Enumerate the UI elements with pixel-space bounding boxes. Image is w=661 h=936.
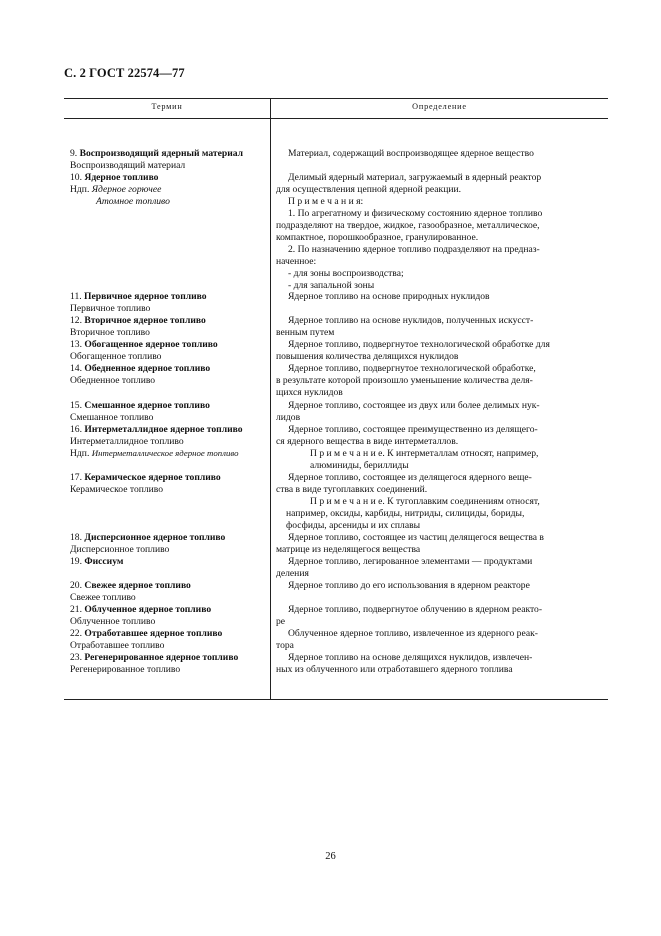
definition-line: венным путем (276, 327, 335, 338)
note-heading: П р и м е ч а н и я: (288, 196, 364, 207)
definition-line: лидов (276, 412, 301, 423)
term-line: Воспроизводящий материал (70, 160, 186, 171)
definition-line: ства в виде тугоплавких соединений. (276, 484, 428, 495)
term-line: 9. Воспроизводящий ядерный материал (70, 148, 244, 159)
definition-line: ных из облученного или отработавшего ядерного топлива (276, 664, 513, 675)
term-line: 20. Свежее ядерное топливо (70, 580, 191, 591)
note-line: П р и м е ч а н и е. К тугоплавким соединениям относят, (310, 496, 540, 507)
column-divider (270, 119, 271, 699)
definition-line: Ядерное топливо на основе делящихся нуклидов, извлечен- (288, 652, 533, 663)
definition-line: Ядерное топливо на основе природных нуклидов (288, 291, 490, 302)
definition-line: ся ядерного вещества в виде интерметаллов. (276, 436, 459, 447)
definition-line: Делимый ядерный материал, загружаемый в ядерный реактор (288, 172, 542, 183)
definition-line: Ядерное топливо, состоящее из двух или более делимых нук- (288, 400, 540, 411)
definition-line: Материал, содержащий воспроизводящее ядерное вещество (288, 148, 534, 159)
term-line: 17. Керамическое ядерное топливо (70, 472, 221, 483)
table-body (64, 119, 608, 700)
term-line: 16. Интерметаллидное ядерное топливо (70, 424, 243, 435)
definition-line: Ядерное топливо, состоящее из частиц делящегося вещества в (288, 532, 544, 543)
definition-line: подразделяют на твердое, жидкое, газообразное, металлическое, (276, 220, 540, 231)
definition-line: Ядерное топливо, состоящее преимущественно из делящего- (288, 424, 538, 435)
term-line: Ндп. Ядерное горючее (70, 184, 162, 195)
definition-line: Ядерное топливо, легированное элементами — продуктами (288, 556, 533, 567)
definition-line: повышения количества делящихся нуклидов (276, 351, 459, 362)
term-line: Отработавшее топливо (70, 640, 165, 651)
term-line: Атомное топливо (96, 196, 170, 207)
definition-line: для осуществления цепной ядерной реакции. (276, 184, 462, 195)
term-line: 10. Ядерное топливо (70, 172, 159, 183)
term-line: Обедненное топливо (70, 375, 156, 386)
definition-line: в результате которой произошло уменьшение количества деля- (276, 375, 533, 386)
term-line: Регенерированное топливо (70, 664, 181, 675)
note-line: например, оксиды, карбиды, нитриды, силициды, бориды, (286, 508, 525, 519)
definition-line: - для зоны воспроизводства; (288, 268, 404, 279)
definition-line: Облученное ядерное топливо, извлеченное из ядерного реак- (288, 628, 538, 639)
note-line: П р и м е ч а н и е. К интерметаллам относят, например, (310, 448, 539, 459)
term-line: Интерметаллидное топливо (70, 436, 184, 447)
definition-line: 1. По агрегатному и физическому состоянию ядерное топливо (288, 208, 543, 219)
term-line: Первичное топливо (70, 303, 151, 314)
term-line: Дисперсионное топливо (70, 544, 170, 555)
definition-line: деления (276, 568, 309, 579)
term-line: 19. Фиссиум (70, 556, 124, 567)
term-line: Облученное топливо (70, 616, 156, 627)
definition-line: - для запальной зоны (288, 280, 375, 291)
term-line: 11. Первичное ядерное топливо (70, 291, 207, 302)
terms-table (64, 98, 608, 700)
term-line: Керамическое топливо (70, 484, 164, 495)
term-line: 13. Обогащенное ядерное топливо (70, 339, 218, 350)
column-header-term: Термин (151, 102, 183, 111)
definition-line: Ядерное топливо, подвергнутое технологической обработке, (288, 363, 536, 374)
term-line: 12. Вторичное ядерное топливо (70, 315, 206, 326)
column-header-definition: Определение (412, 102, 467, 111)
term-line: 21. Облученное ядерное топливо (70, 604, 212, 615)
term-line: Свежее топливо (70, 592, 136, 603)
term-line: Ндп. Интерметаллическое ядерное топливо (70, 448, 239, 459)
definition-line: Ядерное топливо, подвергнутое облучению в ядерном реакто- (288, 604, 543, 615)
definition-line: Ядерное топливо до его использования в ядерном реакторе (288, 580, 530, 591)
definition-line: Ядерное топливо на основе нуклидов, полученных искусст- (288, 315, 534, 326)
definition-line: ре (276, 616, 286, 627)
term-line: 14. Обедненное ядерное топливо (70, 363, 211, 374)
definition-line: Ядерное топливо, подвергнутое технологической обработке для (288, 339, 550, 350)
table-header-row (64, 98, 608, 119)
definition-line: компактное, порошкообразное, гранулированное. (276, 232, 479, 243)
definition-line: 2. По назначению ядерное топливо подразделяют на предназ- (288, 244, 540, 255)
term-line: Смешанное топливо (70, 412, 154, 423)
definition-line: щихся нуклидов (276, 387, 343, 398)
definition-line: матрице из неделящегося вещества (276, 544, 421, 555)
term-line: 18. Дисперсионное ядерное топливо (70, 532, 226, 543)
page-number: 26 (325, 851, 336, 862)
term-line: Обогащенное топливо (70, 351, 162, 362)
definition-line: Ядерное топливо, состоящее из делящегося ядерного веще- (288, 472, 532, 483)
term-line: 23. Регенерированное ядерное топливо (70, 652, 239, 663)
page-header: С. 2 ГОСТ 22574—77 (64, 66, 185, 80)
note-line: фосфиды, арсениды и их сплавы (286, 520, 421, 531)
term-line: 15. Смешанное ядерное топливо (70, 400, 210, 411)
definition-line: тора (276, 640, 294, 651)
term-line: 22. Отработавшее ядерное топливо (70, 628, 223, 639)
note-line: алюминиды, бериллиды (310, 460, 409, 471)
term-line: Вторичное топливо (70, 327, 150, 338)
definition-line: наченное: (276, 256, 317, 267)
